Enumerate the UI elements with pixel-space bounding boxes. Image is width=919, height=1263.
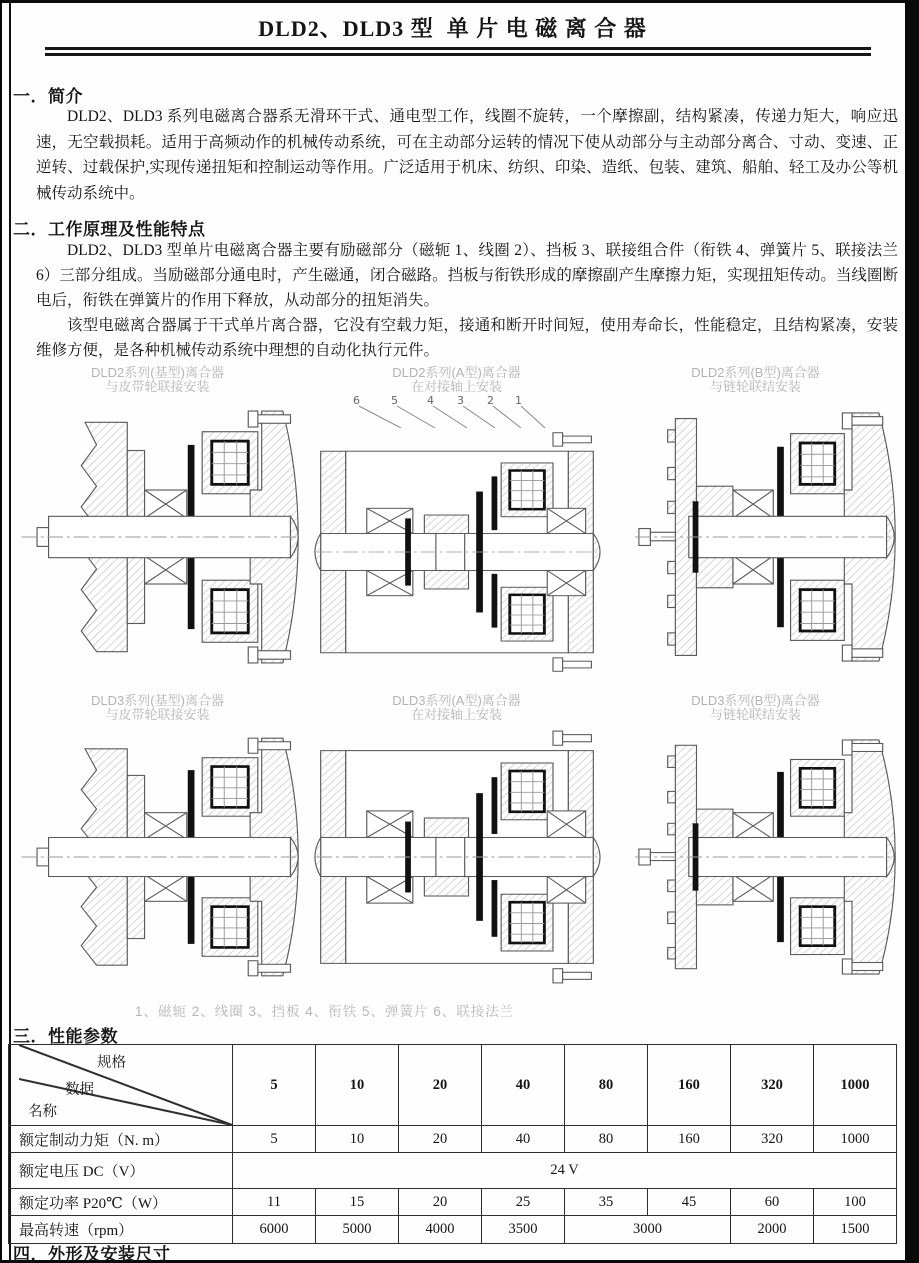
- figure-dld2-basic: [8, 366, 307, 678]
- value-cell: 20: [399, 1189, 482, 1216]
- table-header-row: [9, 1045, 897, 1126]
- clutch-drawing-dld3-basic: [14, 724, 302, 990]
- table-corner-cell: [9, 1045, 233, 1126]
- figure-dld2-a-type: [307, 366, 606, 678]
- value-cell: 35: [565, 1189, 648, 1216]
- row-label: 最高转速（rpm）: [9, 1216, 233, 1244]
- scan-edge-right: [905, 0, 919, 1263]
- value-cell: 5000: [316, 1216, 399, 1244]
- clutch-drawing-dld2-b-type: [612, 396, 900, 678]
- clutch-drawing-dld3-b-type: [612, 724, 900, 990]
- row-label: 额定功率 P20℃（W）: [9, 1189, 233, 1216]
- figure-row-dld3: [8, 694, 905, 990]
- intro-paragraph: DLD2、DLD3 系列电磁离合器系无滑环干式、通电型工作，线圈不旋转，一个摩擦副，结构紧凑，传递力矩大，响应迅速，无空载损耗。适用于高频动作的机械传动系统，可在主动部分运转的情况下使从动部分与主动部分离合、寸动、变速、正逆转、过载保护,实现传递扭矩和控制运动等作用。广泛适用于机床、纺织、印染、造纸、包装、建筑、船舶、轻工及办公等机械传动系统中。: [36, 108, 898, 202]
- value-cell: 11: [233, 1189, 316, 1216]
- corner-label-data: 数据: [65, 1082, 94, 1098]
- figure-row-dld2: [8, 366, 905, 678]
- spec-column-header: 10: [316, 1045, 399, 1126]
- spec-column-header: 80: [565, 1045, 648, 1126]
- clutch-drawing-dld3-a-type: [313, 724, 601, 990]
- section-heading-dimensions: 四．外形及安装尺寸: [13, 1245, 171, 1263]
- section-heading-parameters: 三．性能参数: [13, 1027, 118, 1046]
- parts-legend: 1、磁轭 2、线圈 3、挡板 4、衔铁 5、弹簧片 6、联接法兰: [135, 1004, 515, 1019]
- spec-column-header: 40: [482, 1045, 565, 1126]
- value-cell: 320: [731, 1126, 814, 1153]
- value-cell: 60: [731, 1189, 814, 1216]
- figure-caption: DLD3系列(B型)离合器 与链轮联结安装: [691, 693, 820, 722]
- clutch-drawing-dld2-a-type: [313, 426, 601, 678]
- value-cell: 100: [814, 1189, 897, 1216]
- spec-column-header: 20: [399, 1045, 482, 1126]
- figure-caption: DLD2系列(基型)离合器 与皮带轮联接安装: [91, 365, 224, 394]
- value-cell: 15: [316, 1189, 399, 1216]
- value-cell: 5: [233, 1126, 316, 1153]
- performance-table: [8, 1044, 897, 1244]
- table-row-power: [9, 1189, 897, 1216]
- section-heading-principle: 二．工作原理及性能特点: [13, 220, 206, 239]
- title-divider: [45, 47, 871, 56]
- figure-dld2-b-type: [606, 366, 905, 678]
- figure-caption: DLD2系列(A型)离合器 在对接轴上安装: [392, 365, 521, 394]
- principle-paragraph-1: DLD2、DLD3 型单片电磁离合器主要有励磁部分（磁轭 1、线圈 2）、挡板 3、联接组合件（衔铁 4、弹簧片 5、联接法兰 6）三部分组成。当励磁部分通电时，产生磁通，闭合磁路。挡板与衔铁形成的摩擦副产生摩擦力矩，实现扭矩传动。当线圈断电后，衔铁在弹簧片的作用下释放，从动部分的扭矩消失。: [36, 242, 898, 309]
- value-cell: 25: [482, 1189, 565, 1216]
- value-cell: 1500: [814, 1216, 897, 1244]
- value-cell: 6000: [233, 1216, 316, 1244]
- scan-edge-left: [0, 0, 2, 1263]
- figure-dld3-basic: [8, 694, 307, 990]
- spec-column-header: 320: [731, 1045, 814, 1126]
- value-cell: 10: [316, 1126, 399, 1153]
- figure-dld3-a-type: [307, 694, 606, 990]
- spec-column-header: 160: [648, 1045, 731, 1126]
- corner-label-spec: 规格: [97, 1055, 126, 1071]
- figure-caption: DLD3系列(A型)离合器 在对接轴上安装: [392, 693, 521, 722]
- spec-column-header: 1000: [814, 1045, 897, 1126]
- figure-caption: DLD3系列(基型)离合器 与皮带轮联接安装: [91, 693, 224, 722]
- value-cell: 45: [648, 1189, 731, 1216]
- value-cell: 160: [648, 1126, 731, 1153]
- figure-caption: DLD2系列(B型)离合器 与链轮联结安装: [691, 365, 820, 394]
- value-cell: 20: [399, 1126, 482, 1153]
- corner-label-name: 名称: [28, 1104, 57, 1120]
- section-heading-intro: 一．简介: [13, 87, 83, 106]
- scan-edge-top: [0, 0, 919, 3]
- value-cell: 4000: [399, 1216, 482, 1244]
- row-label: 额定电压 DC（V）: [9, 1153, 233, 1189]
- principle-paragraphs: [36, 238, 898, 363]
- table-row-voltage: [9, 1153, 897, 1189]
- principle-paragraph-2: 该型电磁离合器属于干式单片离合器，它没有空载力矩，接通和断开时间短，使用寿命长，性能稳定，且结构紧凑，安装维修方便，是各种机械传动系统中理想的自动化执行元件。: [36, 317, 898, 359]
- value-cell: 3500: [482, 1216, 565, 1244]
- part-number-labels: 6 5 4 3 2 1: [343, 394, 573, 428]
- spec-column-header: 5: [233, 1045, 316, 1126]
- value-cell: 40: [482, 1126, 565, 1153]
- clutch-drawing-dld2-basic: [14, 396, 302, 678]
- merged-value-cell: 3000: [565, 1216, 731, 1244]
- page-title: DLD2、DLD3 型 单 片 电 磁 离 合 器: [258, 16, 647, 41]
- table-row-torque: [9, 1126, 897, 1153]
- value-cell: 1000: [814, 1126, 897, 1153]
- figure-dld3-b-type: [606, 694, 905, 990]
- value-cell: 80: [565, 1126, 648, 1153]
- merged-value-cell: 24 V: [233, 1153, 897, 1189]
- value-cell: 2000: [731, 1216, 814, 1244]
- row-label: 额定制动力矩（N. m）: [9, 1126, 233, 1153]
